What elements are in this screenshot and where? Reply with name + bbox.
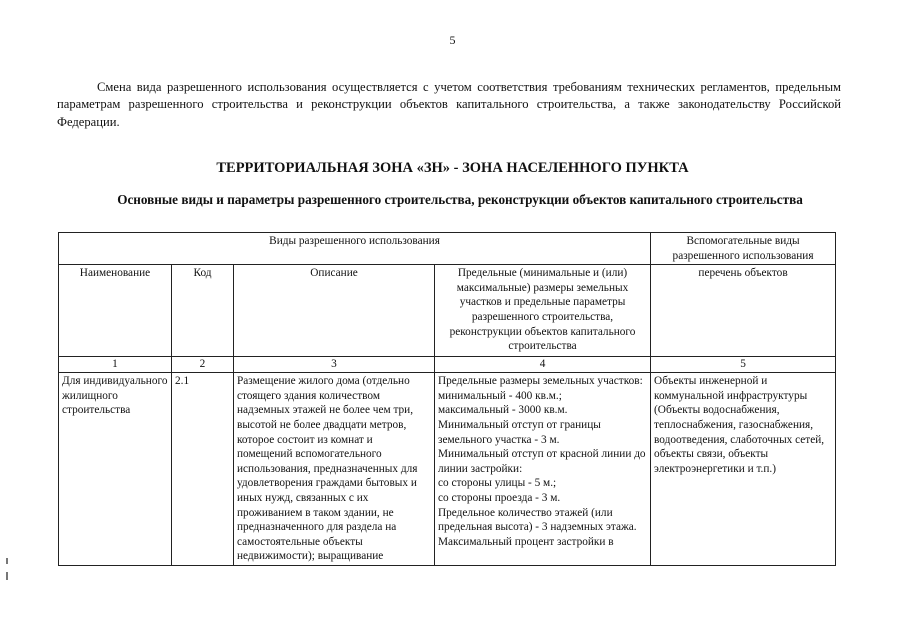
page-number: 5 — [449, 33, 456, 47]
column-number: 5 — [651, 357, 836, 373]
limit-line: Предельные размеры земельных участков: — [438, 375, 643, 388]
header-aux: перечень объектов — [651, 265, 836, 357]
zone-title: ТЕРРИТОРИАЛЬНАЯ ЗОНА «ЗН» - ЗОНА НАСЕЛЕННОГО ПУНКТА — [216, 160, 689, 176]
row-description: Размещение жилого дома (отдельно стоящего здания количеством надземных этажей не более чем три, высотой не более двадцати метров, которое состоит из комнат и помещений вспомогательного использования, предназначенных для удовлетворения граждами бытовых и иных нужд, связанных с их проживанием в таком здании, не предназначенного для раздела на самостоятельные объекты недвижимости); выращивание — [234, 373, 435, 566]
table-row — [59, 373, 836, 566]
limit-line: минимальный - 400 кв.м.; — [438, 389, 562, 402]
column-number: 1 — [59, 357, 172, 373]
row-name: Для индивидуального жилищного строительства — [59, 373, 172, 566]
row-limits — [435, 373, 651, 566]
scan-margin-mark — [6, 558, 8, 564]
section-subtitle: Основные виды и параметры разрешенного строительства, реконструкции объектов капитального строительства — [117, 192, 803, 207]
row-aux: Объекты инженерной и коммунальной инфраструктуры (Объекты водоснабжения, теплоснабжения, газоснабжения, водоотведения, слаботочных сетей, объекты связи, объекты электроэнергетики и т.п.) — [651, 373, 836, 566]
group-header-main: Виды разрешенного использования — [59, 233, 651, 265]
column-number-row — [59, 357, 836, 373]
limit-line: Предельное количество этажей (или предельная высота) - 3 надземных этажа. — [438, 506, 637, 534]
limit-line: со стороны улицы - 5 м.; — [438, 477, 557, 490]
row-code: 2.1 — [172, 373, 234, 566]
permitted-use-table — [58, 232, 836, 566]
column-number: 4 — [435, 357, 651, 373]
scan-margin-mark — [6, 572, 8, 580]
limit-line: максимальный - 3000 кв.м. — [438, 404, 568, 417]
header-name: Наименование — [59, 265, 172, 357]
limit-line: Максимальный процент застройки в — [438, 535, 614, 548]
intro-paragraph: Смена вида разрешенного использования осуществляется с учетом соответствия требованиям технических регламентов, предельным параметрам разрешенного строительства и реконструкции объектов капитального строительства, а также законодательству Российской Федерации. — [57, 80, 841, 129]
column-number: 3 — [234, 357, 435, 373]
header-limits: Предельные (минимальные и (или) максимальные) размеры земельных участков и предельные параметры разрешенного строительства, реконструкции объектов капитального строительства — [435, 265, 651, 357]
column-header-row — [59, 265, 836, 357]
column-number: 2 — [172, 357, 234, 373]
header-code: Код — [172, 265, 234, 357]
limit-line: Минимальный отступ от границы земельного участка - 3 м. — [438, 418, 601, 446]
group-header-row — [59, 233, 836, 265]
header-description: Описание — [234, 265, 435, 357]
group-header-aux: Вспомогательные виды разрешенного использования — [651, 233, 836, 265]
limit-line: Минимальный отступ от красной линии до линии застройки: — [438, 448, 646, 475]
limit-line: со стороны проезда - 3 м. — [438, 491, 561, 504]
